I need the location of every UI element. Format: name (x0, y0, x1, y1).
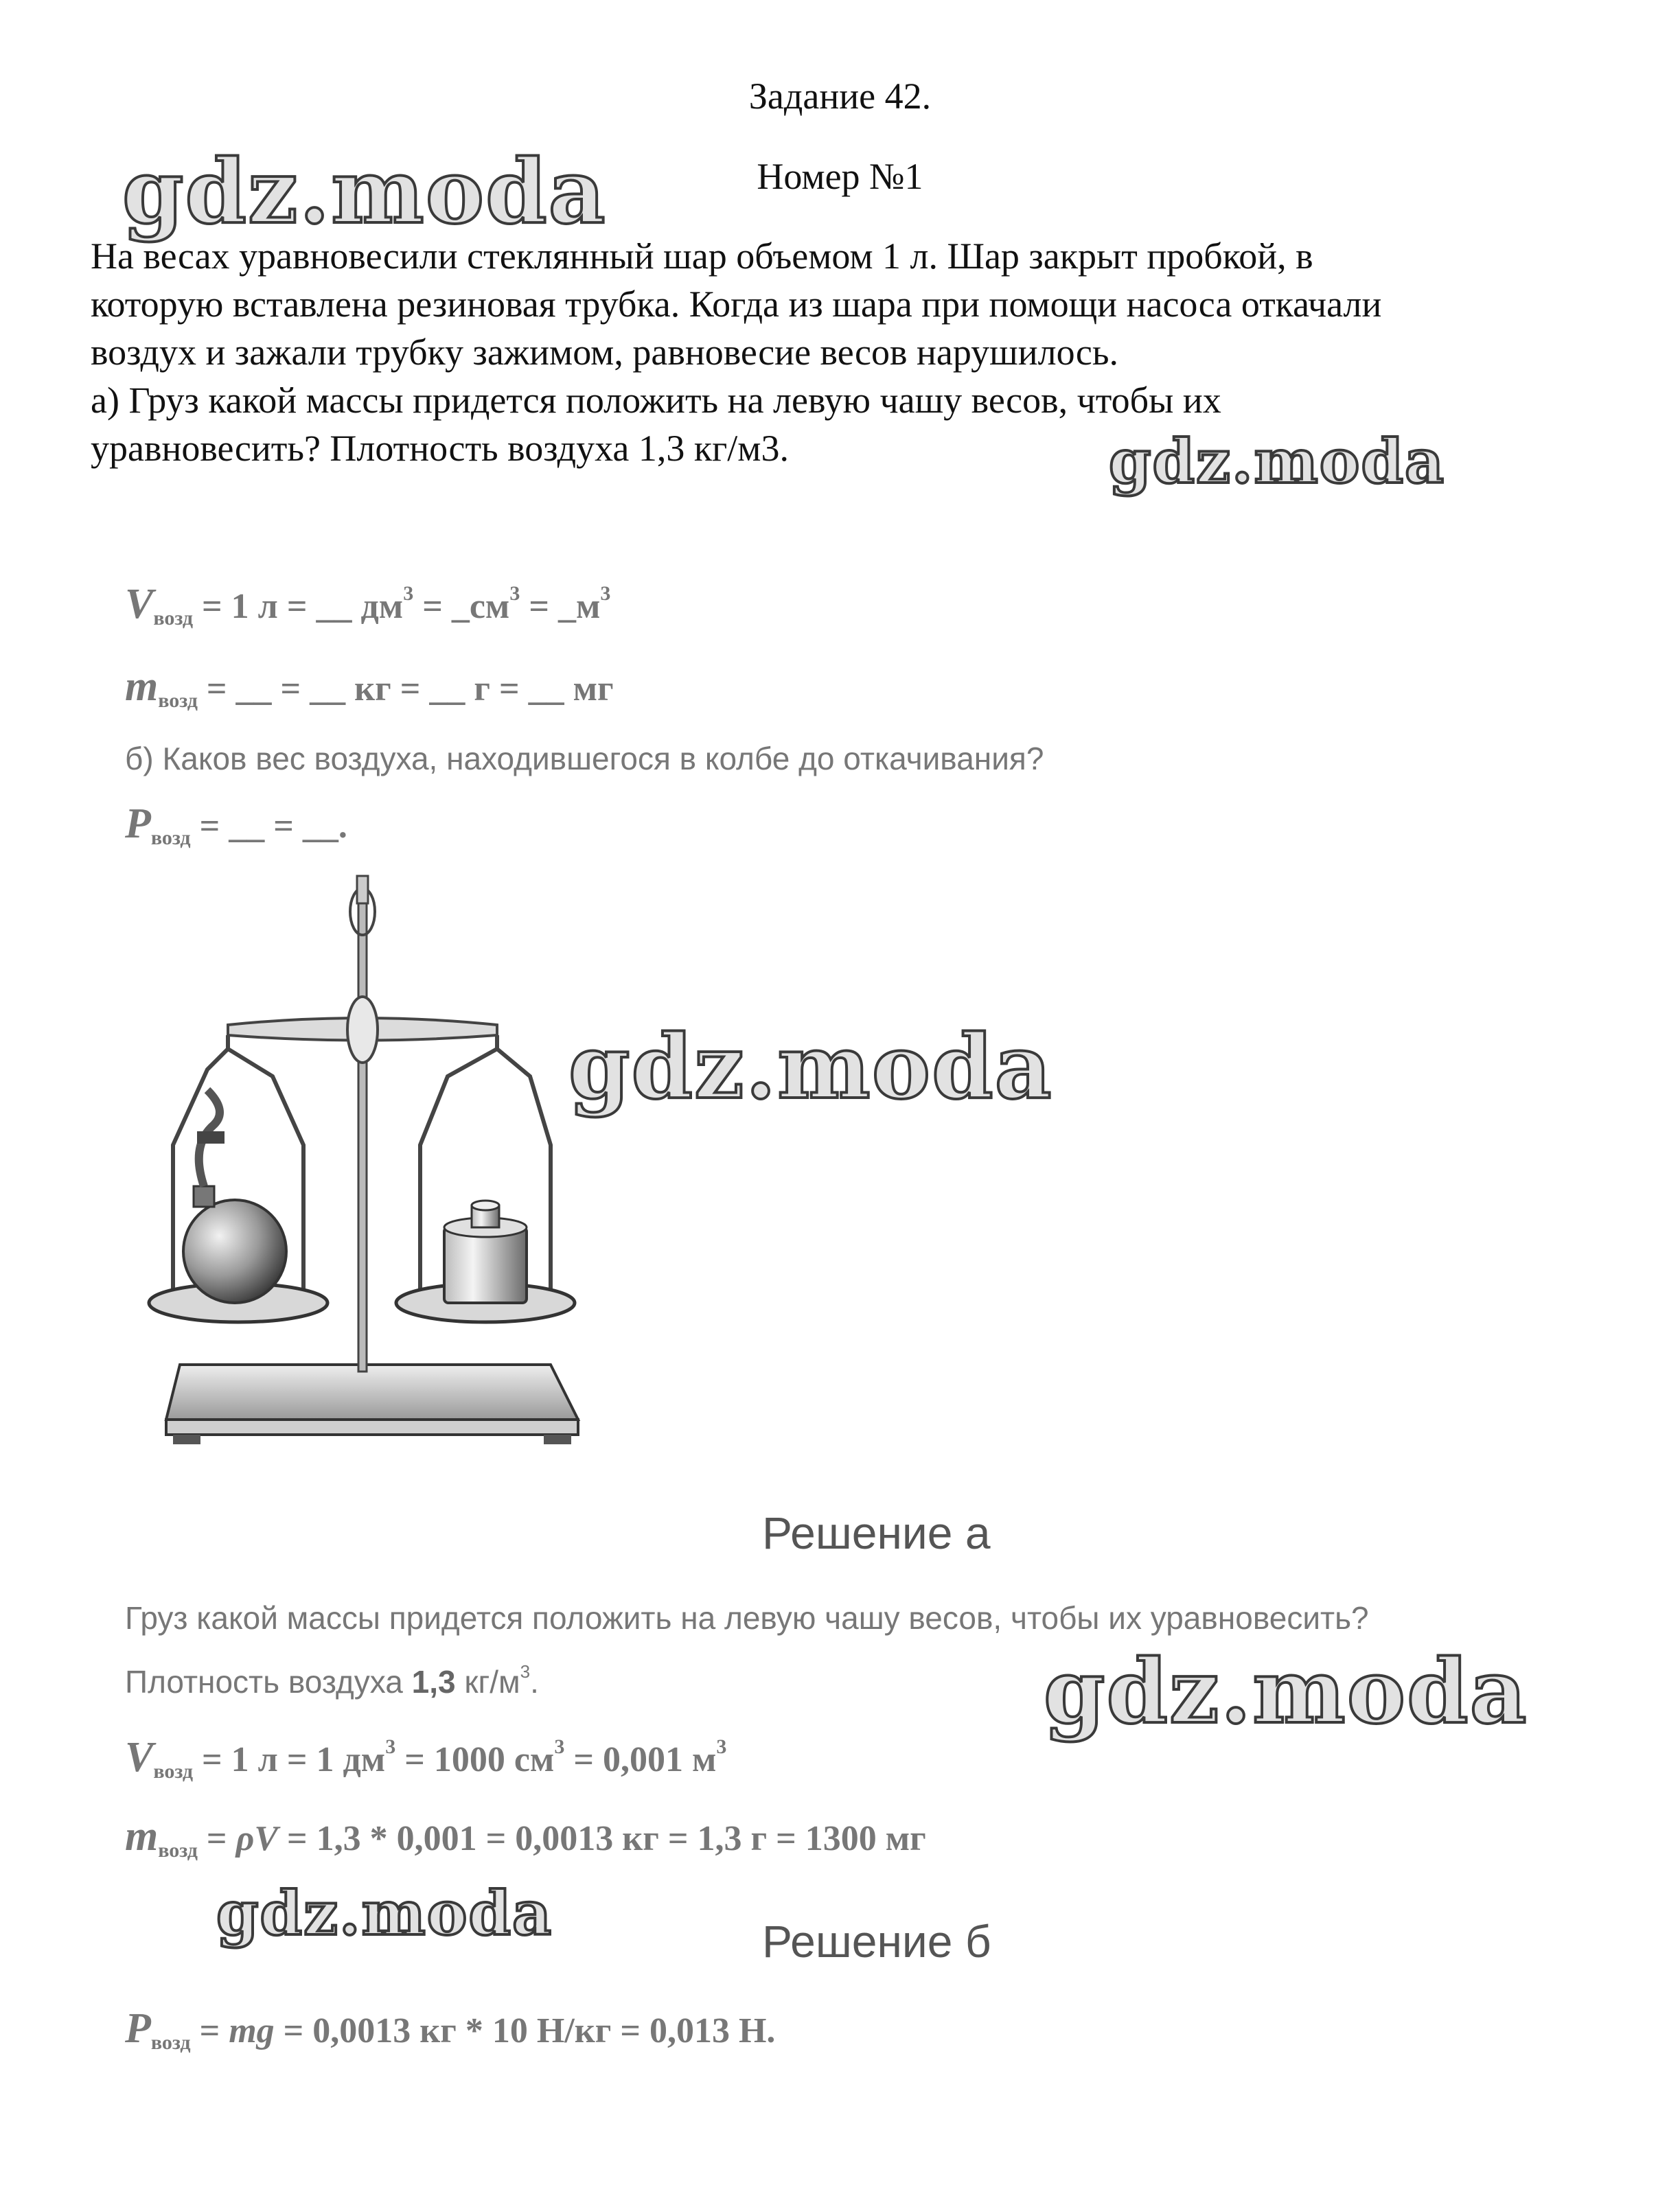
problem-line: На весах уравновесили стеклянный шар объемом 1 л. Шар закрыт пробкой, в (91, 235, 1313, 277)
worksheet-mass: $m_{возд}$ = __ = __ кг = __ г = __ мг (125, 663, 614, 712)
problem-line: а) Груз какой массы придется положить на левую чашу весов, чтобы их (91, 380, 1221, 421)
task-number: Номер №1 (757, 156, 923, 197)
task-title: Задание 42. (748, 76, 932, 117)
watermark: gdz.moda (568, 1016, 1053, 1119)
watermark: gdz.moda (1109, 426, 1446, 497)
problem-line: которую вставлена резиновая трубка. Когда из шара при помощи насоса откачали (91, 284, 1382, 325)
watermark: gdz.moda (216, 1877, 553, 1949)
solution-a-question: Груз какой массы придется положить на левую чашу весов, чтобы их уравновесить? (125, 1600, 1369, 1636)
solution-b-weight: $P_{возд}$ = mg = 0,0013 кг * 10 Н/кг = 0,013 Н. (125, 2005, 776, 2054)
worksheet-volume: $V_{возд} = 1$ л = __ $дм^3$ = $\_см^3$ = $\_м^3$ (125, 581, 611, 629)
worksheet-question-b: б) Каков вес воздуха, находившегося в колбе до откачивания? (125, 741, 1044, 776)
balance-scale-illustration (125, 870, 606, 1461)
watermark: gdz.moda (1044, 1641, 1528, 1744)
solution-a-mass: $m_{возд} = \rho V = 1,3 * 0,001 = 0,0013$ кг = 1,3 г = 1300 мг (125, 1813, 926, 1862)
watermark: gdz.moda (122, 141, 607, 244)
solution-b-title: Решение б (762, 1916, 991, 1967)
solution-a-title: Решение а (762, 1507, 991, 1558)
problem-line: воздух и зажали трубку зажимом, равновесие весов нарушилось. (91, 332, 1119, 373)
solution-a-volume: $V_{возд} = 1$ л = 1 $дм^3 = 1000$ $см^3 = 0,001$ $м^3$ (125, 1734, 727, 1783)
problem-line: уравновесить? Плотность воздуха 1,3 кг/м3. (91, 428, 789, 469)
solution-a-density: Плотность воздуха 1,3 $кг/м^3$. (125, 1661, 539, 1700)
worksheet-weight: $P_{возд}$ = __ = __. (125, 800, 347, 849)
